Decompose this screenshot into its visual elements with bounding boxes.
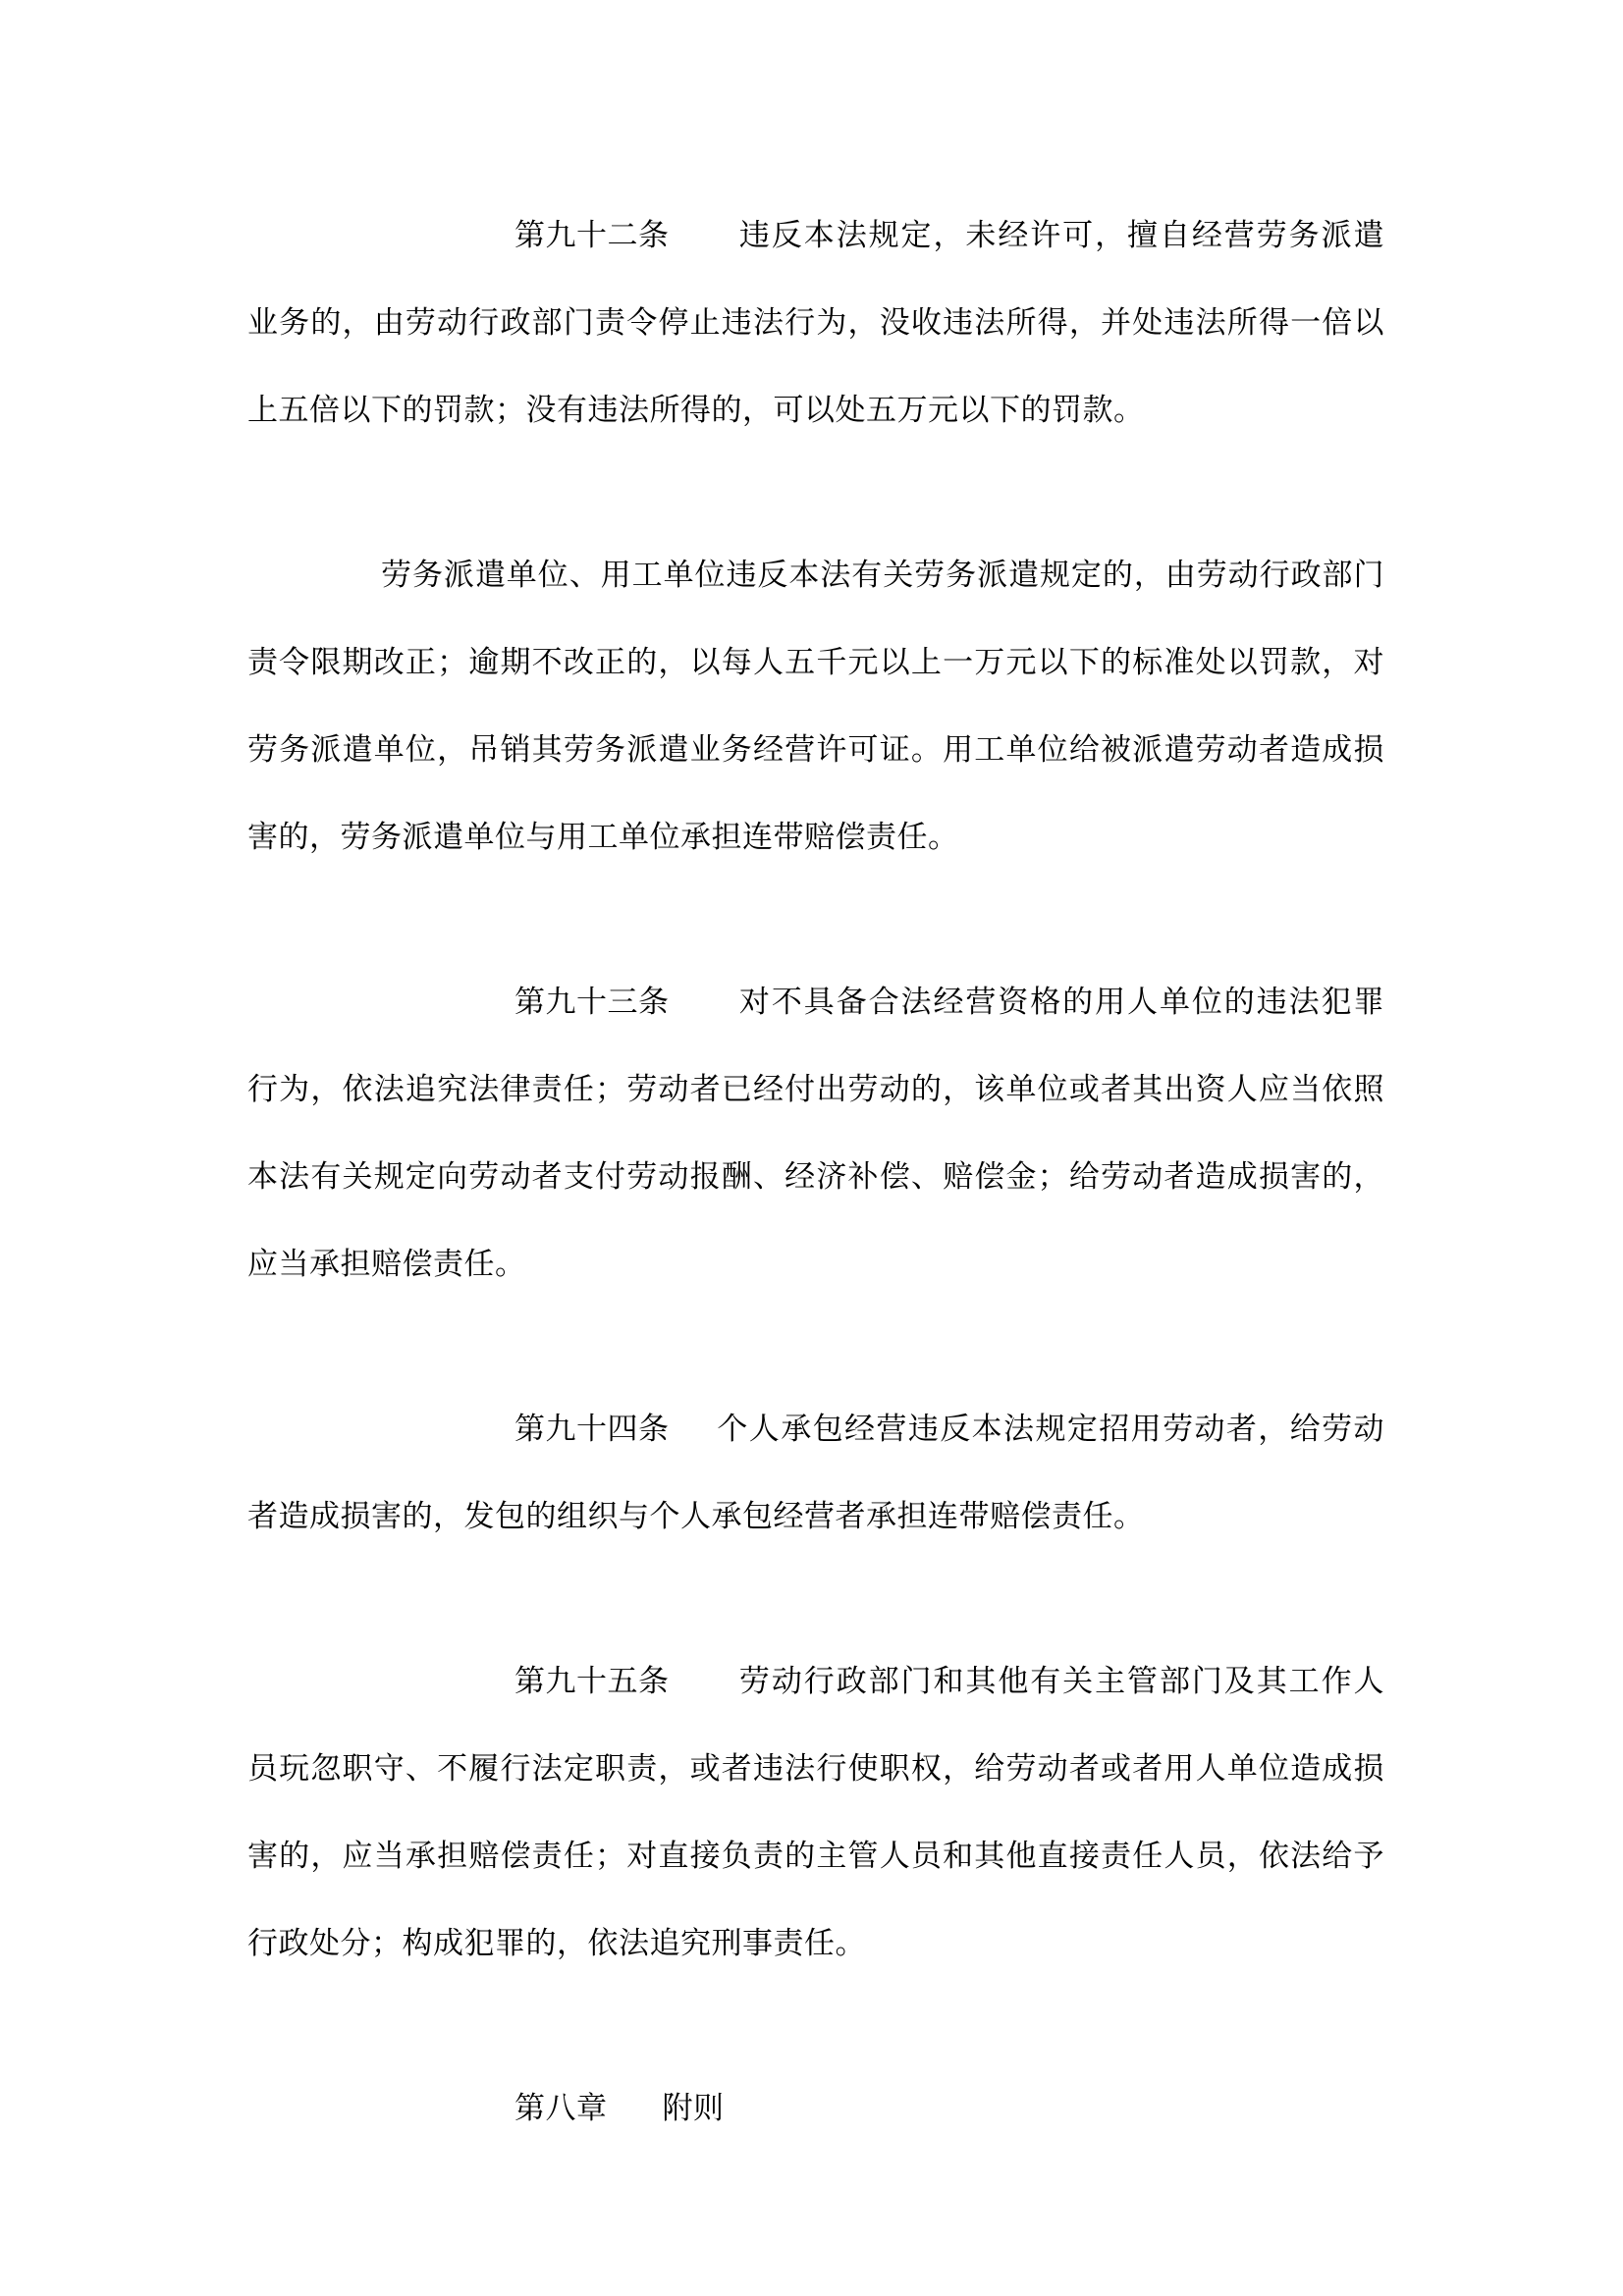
article-95-number: 第九十五条 [514, 1664, 670, 1699]
chapter-heading [247, 2065, 1384, 2153]
article-92-number: 第九十二条 [514, 218, 670, 253]
article-93-number: 第九十三条 [514, 985, 670, 1020]
article-92-text: 违反本法规定，未经许可，擅自经营劳务派遣业务的，由劳动行政部门责令停止违法行为，没收违法所得，并处违法所得一倍以上五倍以下的罚款；没有违法所得的，可以处五万元以下的罚款。 [247, 218, 1384, 428]
chapter-number: 第八章 [514, 2091, 608, 2126]
article-93-paragraph [247, 959, 1384, 1308]
article-92-second-paragraph [247, 532, 1384, 881]
article-94-number: 第九十四条 [514, 1412, 670, 1447]
article-92-second-text: 劳务派遣单位、用工单位违反本法有关劳务派遣规定的，由劳动行政部门责令限期改正；逾期不改正的，以每人五千元以上一万元以下的标准处以罚款，对劳务派遣单位，吊销其劳务派遣业务经营许可证。用工单位给被派遣劳动者造成损害的，劳务派遣单位与用工单位承担连带赔偿责任。 [247, 558, 1384, 855]
article-95-paragraph [247, 1638, 1384, 1988]
article-93-text: 对不具备合法经营资格的用人单位的违法犯罪行为，依法追究法律责任；劳动者已经付出劳动的，该单位或者其出资人应当依照本法有关规定向劳动者支付劳动报酬、经济补偿、赔偿金；给劳动者造成损害的，应当承担赔偿责任。 [247, 985, 1384, 1282]
document-body [247, 192, 1384, 2153]
article-94-paragraph [247, 1386, 1384, 1561]
article-92-paragraph [247, 192, 1384, 454]
chapter-title: 附则 [662, 2091, 725, 2126]
article-95-text: 劳动行政部门和其他有关主管部门及其工作人员玩忽职守、不履行法定职责，或者违法行使职权，给劳动者或者用人单位造成损害的，应当承担赔偿责任；对直接负责的主管人员和其他直接责任人员，依法给予行政处分；构成犯罪的，依法追究刑事责任。 [247, 1664, 1384, 1961]
article-94-text: 个人承包经营违反本法规定招用劳动者，给劳动者造成损害的，发包的组织与个人承包经营者承担连带赔偿责任。 [247, 1412, 1384, 1534]
